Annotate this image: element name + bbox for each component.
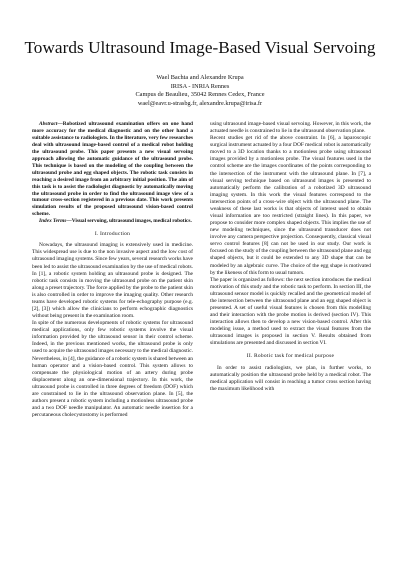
author-emails: wael@eavr.u-strasbg.fr, alexandre.krupa@irisa.fr [137, 99, 263, 107]
index-terms [32, 218, 193, 225]
right-paragraph-2: Recent studies get rid of the above constraint. In [6], a laparoscopic surgical instrument actuated by a four DOF medical robot is automatically moved to a 3D location thanks to a motionless probe using ultrasound images provided by a motionless probe. The visual features used in the control scheme are the images coordinates of the points corresponding to the intersection of the instrument with the ultrasound plane. In [7], a visual serving technique based on ultrasound images is presented to automatically perform the calibration of a robotized 3D ultrasound imaging system. In this work the visual features correspond to the intersection points of a cross-wire object with the ultrasound plane. The weakness of these last works is that objects of interest used to obtain visual information are too restricted (straight lines). In this paper, we propose to consider more complex shaped objects. This implies the use of new modeling techniques, since the ultrasound transducer does not involve any camera perspective projection. Consequently, classical visual servo control features [8] can not be used in our study. Our work is focused on the study of the coupling between the ultrasound plane and egg shaped objects, but it could be extended to any 3D shape that can be modeled by an algebraic curve. The choice of the egg shape is motivated by the likeness of this form to usual tumors. [210, 135, 372, 276]
index-terms-text: Visual servoing, ultrasound images, medical robotics. [71, 218, 192, 225]
postal-address: Campus de Beaulieu, 35042 Rennes Cedex, France [135, 91, 265, 99]
right-paragraph-3: The paper is organized as follows: the next section introduces the medical motivation of this study and the robotic task to perform. In section III, the ultrasound sensor model is quickly recalled and the geometrical model of the intersection between the ultrasound plane and an egg shaped object is presented. A set of useful visual features is chosen from this modelling and their interaction with the probe motion is derived (section IV). This interaction allows then to develop a new vision-based control. After this modeling issue, a method used to extract the visual features from the ultrasound images is proposed in section V. Results obtained from simulations are presented and discussed in section VI. [210, 276, 371, 347]
abstract-text: Robotized ultrasound examination offers on one hand more accuracy for the medical diagnostic and on the other hand a suitable assistance to radiologists. In the literature, very few researches deal with ultrasound image-based control of a medical robot holding the ultrasound probe. This paper presents a new visual servoing approach allowing the automatic guidance of the ultrasound probe. This technique is based on the modeling of the coupling between the ultrasound probe and egg shaped objects. The robotic task consists in reaching a desired image from an arbitrary initial position. The aim of this task is to assist the radiologist diagnostic by automatically moving the ultrasound probe in order to find the ultrasound image view of a tumour cross-section registered in a previous date. This work presents simulation results of the proposed ultrasound vision-based control scheme. [32, 121, 193, 218]
right-paragraph-1: using ultrasound image-based visual servoing. However, in this work, the actuated needle is constrained to lie in the ultrasound observation plane. [210, 121, 371, 135]
intro-p1-end: diagnostics without being present in the examination room. [32, 306, 193, 320]
affiliation: IRISA - INRIA Rennes [170, 82, 230, 90]
abstract [32, 121, 193, 218]
left-column [32, 121, 193, 419]
intro-paragraph-2: In spite of the numerous developments of robotic systems for ultrasound medical applications, only few robotic systems involve the visual information provided by the ultrasound sensor in their control scheme. Indeed, in the previous mentioned works, the ultrasound probe is only used to acquire the ultrasound images necessary to the medical diagnostic. Nevertheless, in [4], the guidance of a robotic system is shared between an human operator and a vision-based control. This system allows to compensate the physiological motion of an artery during probe displacement along an one-dimensional trajectory. In this work, the ultrasound probe is controlled in three degrees of freedom (DOF) which are constrained to lie in the ultrasound observation plane. In [5], the authors present a robotic system including a motionless ultrasound probe and a two DOF needle manipulator. An automatic needle insertion for a percutaneous cholecystostomy is performed [32, 320, 194, 419]
author-names: Wael Bachta and Alexandre Krupa [156, 74, 244, 81]
section-heading-introduction: I. Introduction [94, 230, 131, 237]
intro-p1-text: Nowadays, the ultrasound imaging is extensively used in medicine. This widespread use is due to the non invasive aspect and the low cost of ultrasound imaging systems. Since few years, several research works have been led to assist the ultrasound examination by the use of medical robots. In [1], a robotic system holding an ultrasound probe is designed. The robotic task consists in moving the ultrasound probe on the patient skin along a preset trajectory. The force applied by the probe to the patient skin is also controlled in order to improve the imaging quality. Other research teams have developed robotic systems for tele-echography purpose (e.g. [32, 242, 193, 305]
index-terms-lead: Index Terms— [39, 218, 72, 225]
abstract-lead: Abstract— [39, 121, 63, 127]
paper-title: Towards Ultrasound Image-Based Visual Servoing [24, 38, 376, 57]
intro-paragraph-1 [32, 242, 193, 320]
section-heading-robotic-task: II. Robotic task for medical purpose [246, 353, 335, 359]
right-column [210, 121, 371, 393]
author-block [20, 74, 380, 108]
right-paragraph-4: In order to assist radiologists, we plan, in further works, to automatically position the ultrasound probe held by a medical robot. The medical application will consist in reaching a tumor cross section having the maximum likelihood with [210, 364, 371, 392]
intro-p1-refs: [2], [3]) which allow the clinicians to perform echographic [32, 306, 167, 312]
